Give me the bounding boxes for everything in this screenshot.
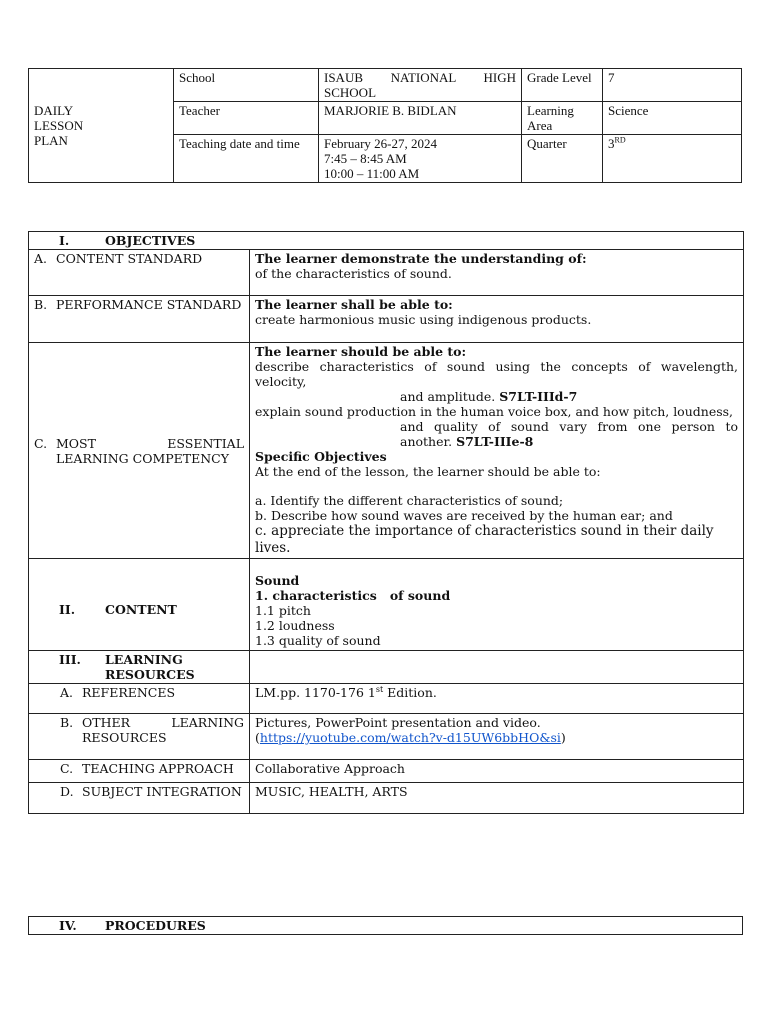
melc-2-code: S7LT-IIIe-8 xyxy=(456,434,534,449)
content-letter: A. xyxy=(34,251,48,266)
content-standard-cell xyxy=(250,250,744,296)
content-standard-label xyxy=(29,250,250,296)
resources-title: LEARNING RESOURCES xyxy=(105,652,195,682)
procedures-header xyxy=(29,917,743,935)
melc-cell xyxy=(250,343,744,559)
ref-letter: A. xyxy=(60,685,74,700)
area-value: Science xyxy=(603,102,742,135)
date-value-cell xyxy=(319,135,522,183)
ref-label: REFERENCES xyxy=(82,685,176,700)
objectives-numeral: I. xyxy=(59,233,70,248)
content-item-2: 1.2 loudness xyxy=(255,618,335,633)
specific-b: b. Describe how sound waves are received by the human ear; and xyxy=(255,508,673,523)
approach-letter: C. xyxy=(60,761,74,776)
other-label: OTHER LEARNING RESOURCES xyxy=(82,715,244,745)
content-header xyxy=(29,559,250,651)
objectives-header xyxy=(29,232,744,250)
quarter-value: 3 xyxy=(608,136,615,151)
resources-header xyxy=(29,651,250,684)
quarter-sup: RD xyxy=(614,135,626,145)
procedures-numeral: IV. xyxy=(59,918,77,933)
video-link[interactable]: https://yuotube.com/watch?v-d15UW6bbHO&si xyxy=(259,730,561,745)
date-value: February 26-27, 2024 xyxy=(324,136,438,151)
content-label: CONTENT STANDARD xyxy=(56,251,203,266)
integration-cell: MUSIC, HEALTH, ARTS xyxy=(250,783,744,814)
melc-label-cell xyxy=(29,343,250,559)
quarter-cell xyxy=(603,135,742,183)
dlp-title-line-2: LESSON xyxy=(34,118,84,133)
content-title: CONTENT xyxy=(105,601,177,617)
ref-sup: st xyxy=(375,684,384,694)
specific-c: c. appreciate the importance of characteristics sound in their daily lives. xyxy=(255,523,714,556)
ref-value: LM.pp. 1170-176 1 xyxy=(255,685,376,700)
school-label: School xyxy=(174,69,319,102)
content-subtopic: 1. characteristics of sound xyxy=(255,588,451,603)
dlp-title-line-1: DAILY xyxy=(34,103,74,118)
performance-label: PERFORMANCE STANDARD xyxy=(56,297,242,312)
approach-label: TEACHING APPROACH xyxy=(82,761,234,776)
dlp-title-line-3: PLAN xyxy=(34,133,68,148)
performance-heading: The learner shall be able to: xyxy=(255,297,453,312)
header-table xyxy=(28,68,742,183)
specific-intro: At the end of the lesson, the learner should be able to: xyxy=(255,464,601,479)
specific-heading: Specific Objectives xyxy=(255,449,387,464)
content-numeral: II. xyxy=(59,601,76,617)
grade-label: Grade Level xyxy=(522,69,603,102)
specific-a: a. Identify the different characteristics of sound; xyxy=(255,493,564,508)
melc-2b-line xyxy=(255,419,738,449)
other-letter: B. xyxy=(60,715,74,730)
resources-numeral: III. xyxy=(59,652,81,667)
integration-label: SUBJECT INTEGRATION xyxy=(82,784,242,799)
integration-label-cell xyxy=(29,783,250,814)
melc-2a: explain sound production in the human voice box, and how pitch, loudness, xyxy=(255,404,734,419)
procedures-table xyxy=(28,916,743,935)
date-label: Teaching date and time xyxy=(174,135,319,183)
melc-heading: The learner should be able to: xyxy=(255,344,467,359)
spacer xyxy=(255,479,738,493)
time-2: 10:00 – 11:00 AM xyxy=(324,166,420,181)
melc-1b-line xyxy=(255,389,738,404)
melc-1-code: S7LT-IIId-7 xyxy=(499,389,578,404)
ref-value-end: Edition. xyxy=(383,685,437,700)
performance-text: create harmonious music using indigenous products. xyxy=(255,312,592,327)
performance-standard-label xyxy=(29,296,250,343)
integration-letter: D. xyxy=(60,784,74,799)
other-resources-cell xyxy=(250,714,744,760)
quarter-label: Quarter xyxy=(522,135,603,183)
melc-1a: describe characteristics of sound using the concepts of wavelength, velocity, xyxy=(255,359,738,389)
content-cell xyxy=(250,559,744,651)
content-item-3: 1.3 quality of sound xyxy=(255,633,381,648)
approach-cell: Collaborative Approach xyxy=(250,760,744,783)
other-resources-label-cell xyxy=(29,714,250,760)
references-cell xyxy=(250,684,744,714)
dlp-title xyxy=(29,69,174,183)
references-label-cell xyxy=(29,684,250,714)
performance-letter: B. xyxy=(34,297,48,312)
melc-1b: and amplitude. xyxy=(400,389,496,404)
content-item-1: 1.1 pitch xyxy=(255,603,311,618)
objectives-title: OBJECTIVES xyxy=(105,233,196,248)
grade-value: 7 xyxy=(603,69,742,102)
time-1: 7:45 – 8:45 AM xyxy=(324,151,407,166)
teacher-label: Teacher xyxy=(174,102,319,135)
area-label: Learning Area xyxy=(522,102,603,135)
performance-standard-cell xyxy=(250,296,744,343)
content-heading: The learner demonstrate the understanding of: xyxy=(255,251,587,266)
content-topic: Sound xyxy=(255,573,300,588)
other-value: Pictures, PowerPoint presentation and video. xyxy=(255,715,541,730)
melc-label: MOST ESSENTIAL LEARNING COMPETENCY xyxy=(56,435,244,466)
other-link-line: (https://yuotube.com/watch?v-d15UW6bbHO&si) xyxy=(255,730,566,745)
melc-letter: C. xyxy=(34,435,48,451)
lesson-table xyxy=(28,231,744,814)
melc-2b: and quality of sound vary from one person to another. xyxy=(400,419,738,449)
school-value: ISAUB NATIONAL HIGH SCHOOL xyxy=(319,69,522,102)
resources-empty-cell xyxy=(250,651,744,684)
approach-label-cell xyxy=(29,760,250,783)
procedures-title: PROCEDURES xyxy=(105,918,206,933)
content-text: of the characteristics of sound. xyxy=(255,266,452,281)
teacher-value: MARJORIE B. BIDLAN xyxy=(319,102,522,135)
